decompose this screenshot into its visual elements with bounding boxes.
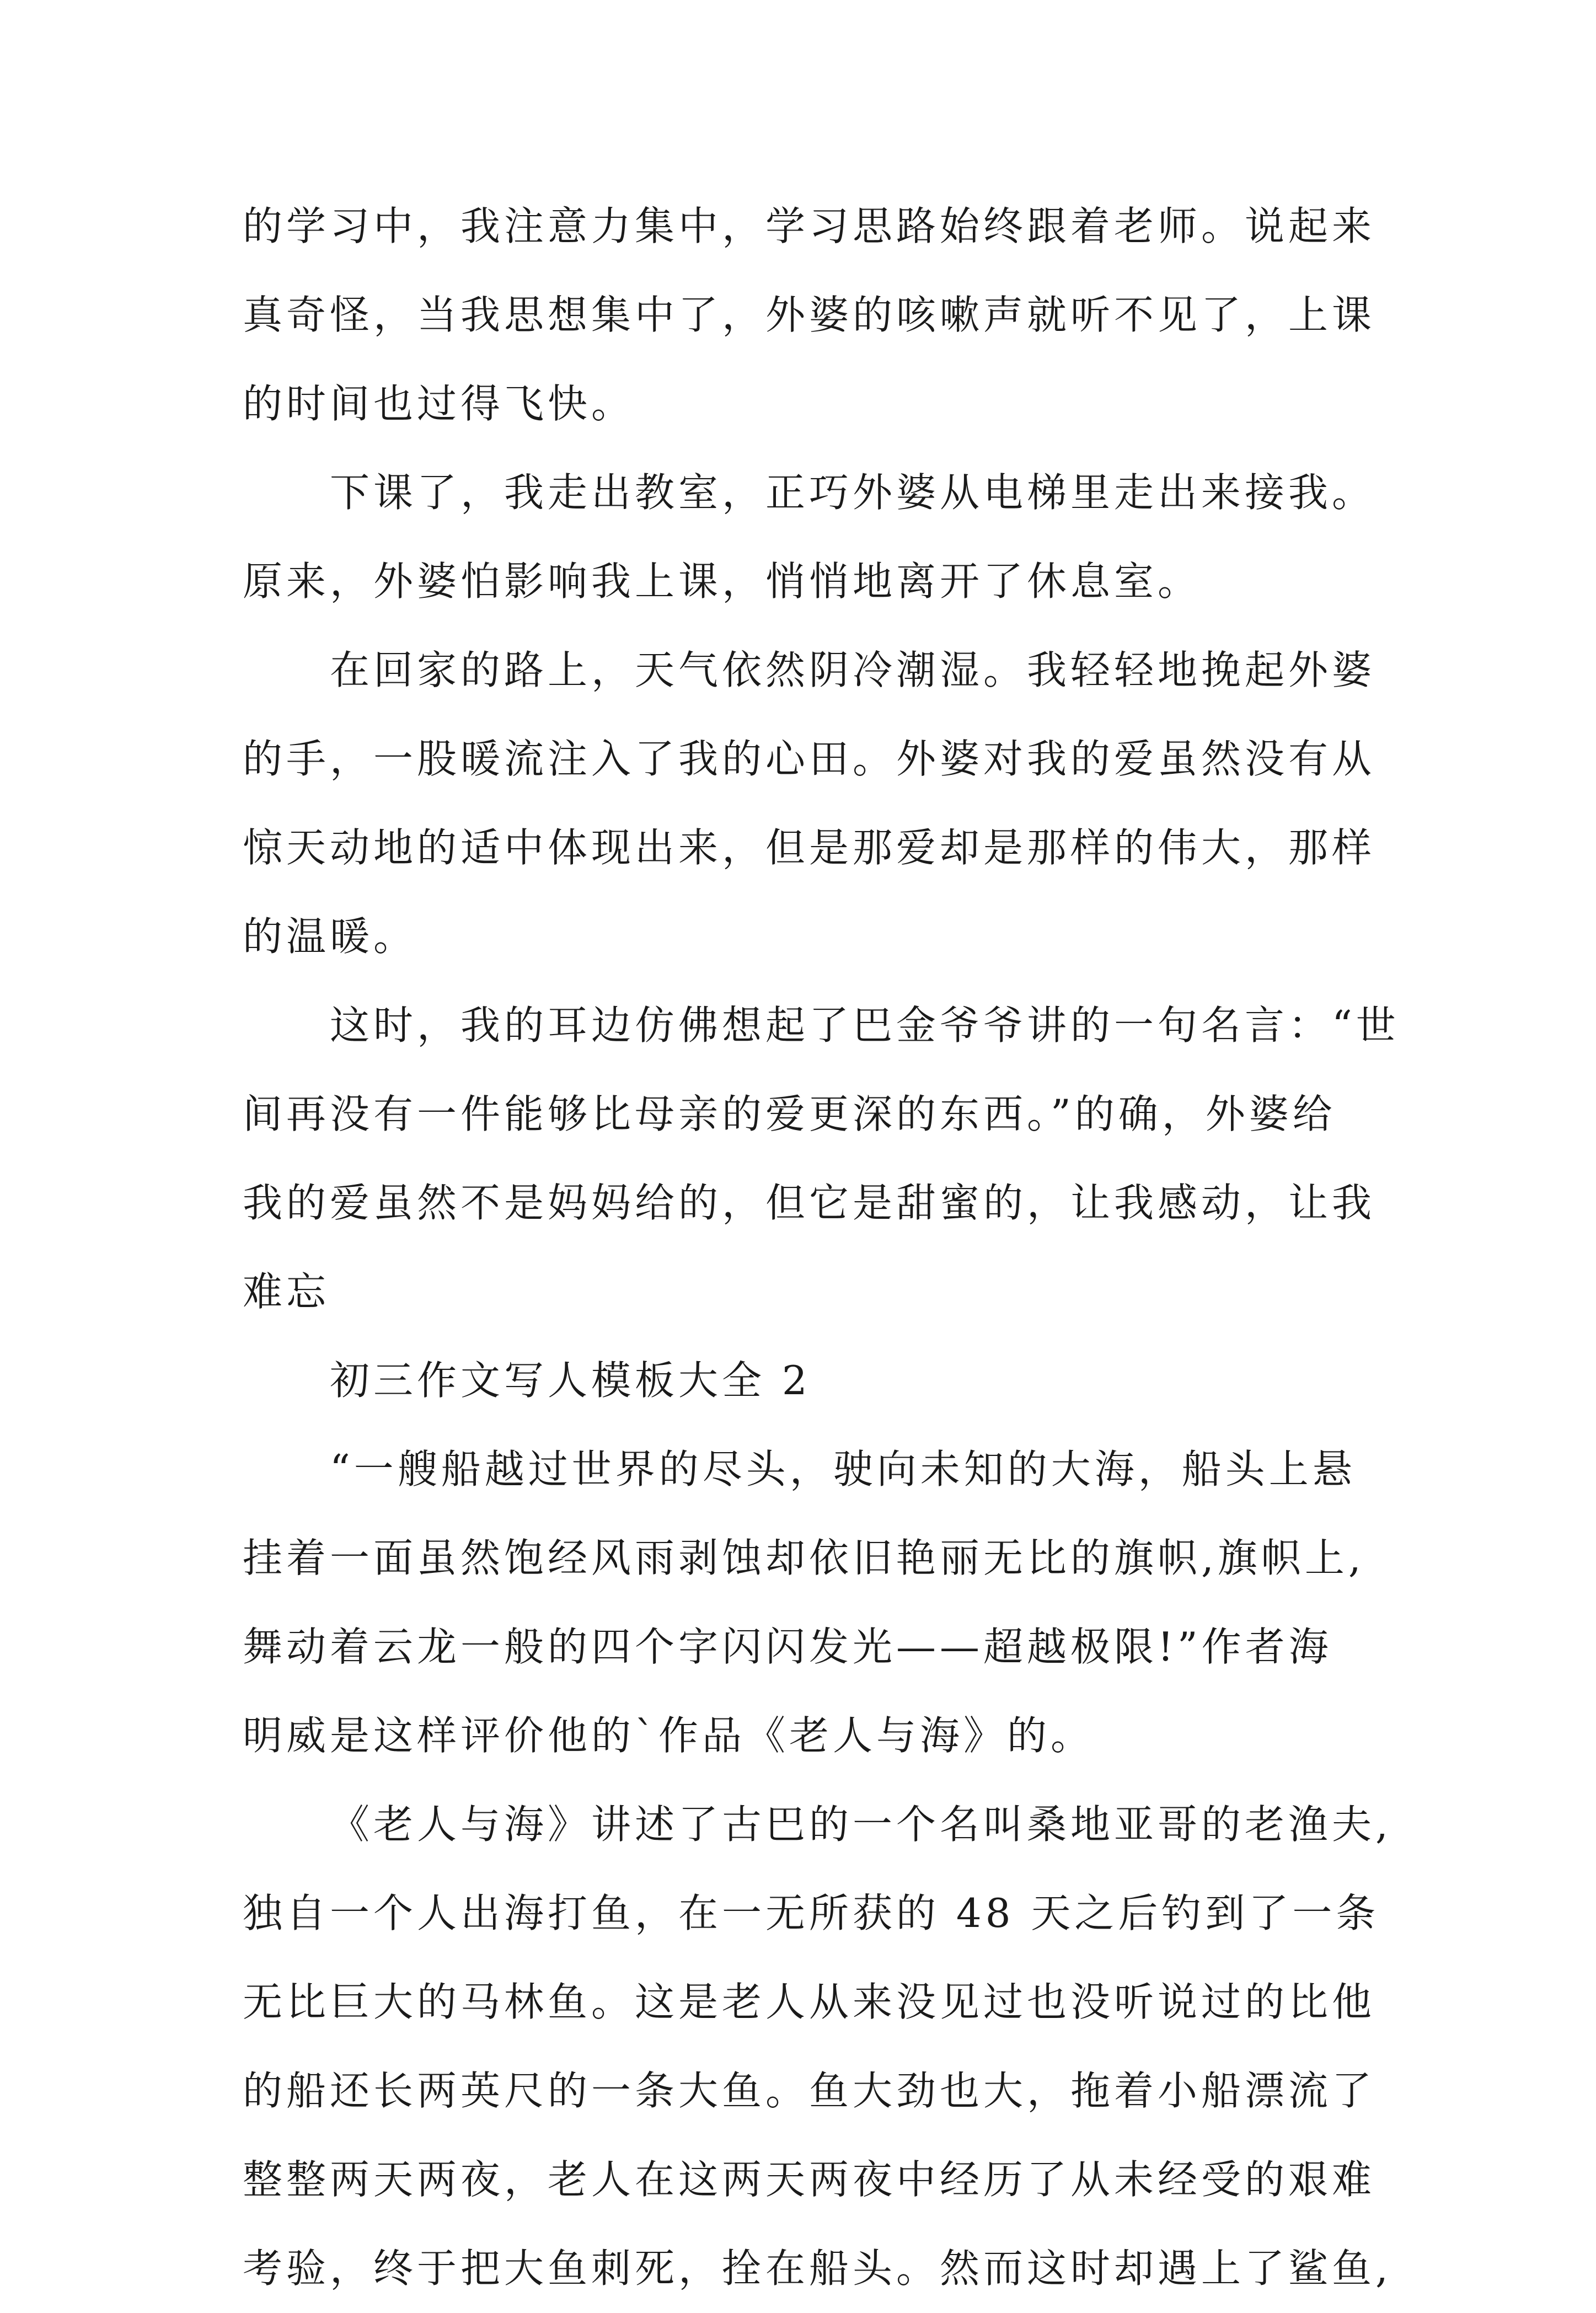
paragraph-first-line: “一艘船越过世界的尽头，驶向未知的大海，船头上悬 [330, 1446, 1356, 1492]
text-line: 挂着一面虽然饱经风雨剥蚀却依旧艳丽无比的旗帜,旗帜上, [243, 1535, 1365, 1581]
paragraph-first-line: 这时，我的耳边仿佛想起了巴金爷爷讲的一句名言：“世 [330, 1002, 1400, 1048]
text-line: 独自一个人出海打鱼，在一无所获的 48 天之后钓到了一条 [243, 1890, 1380, 1936]
text-line: 原来，外婆怕影响我上课，悄悄地离开了休息室。 [243, 558, 1202, 604]
text-line: 考验，终于把大鱼刺死，拴在船头。然而这时却遇上了鲨鱼, [243, 2245, 1392, 2291]
text-line: 真奇怪，当我思想集中了，外婆的咳嗽声就听不见了，上课 [243, 292, 1376, 338]
text-line: 无比巨大的马林鱼。这是老人从来没见过也没听说过的比他 [243, 1979, 1376, 2025]
text-line: 舞动着云龙一般的四个字闪闪发光——超越极限!”作者海 [243, 1624, 1332, 1670]
paragraph-first-line: 《老人与海》讲述了古巴的一个名叫桑地亚哥的老渔夫, [330, 1801, 1392, 1848]
text-line: 整整两天两夜，老人在这两天两夜中经历了从未经受的艰难 [243, 2156, 1376, 2203]
text-line: 的学习中，我注意力集中，学习思路始终跟着老师。说起来 [243, 203, 1376, 249]
section-heading: 初三作文写人模板大全 2 [330, 1357, 811, 1404]
paragraph-first-line: 在回家的路上，天气依然阴冷潮湿。我轻轻地挽起外婆 [330, 647, 1376, 693]
text-line: 的温暖。 [243, 913, 417, 960]
text-line: 明威是这样评价他的`作品《老人与海》的。 [243, 1712, 1095, 1759]
text-line: 的船还长两英尺的一条大鱼。鱼大劲也大，拖着小船漂流了 [243, 2068, 1376, 2114]
text-line: 的手，一股暖流注入了我的心田。外婆对我的爱虽然没有从 [243, 736, 1376, 782]
document-body [243, 182, 1400, 2313]
text-line: 的时间也过得飞快。 [243, 381, 635, 427]
text-line: 间再没有一件能够比母亲的爱更深的东西。”的确，外婆给 [243, 1091, 1336, 1137]
paragraph-first-line: 下课了，我走出教室，正巧外婆从电梯里走出来接我。 [330, 469, 1376, 516]
text-line: 惊天动地的适中体现出来，但是那爱却是那样的伟大，那样 [243, 824, 1376, 871]
text-line: 我的爱虽然不是妈妈给的，但它是甜蜜的，让我感动，让我 [243, 1180, 1376, 1226]
text-line: 难忘 [243, 1268, 330, 1315]
